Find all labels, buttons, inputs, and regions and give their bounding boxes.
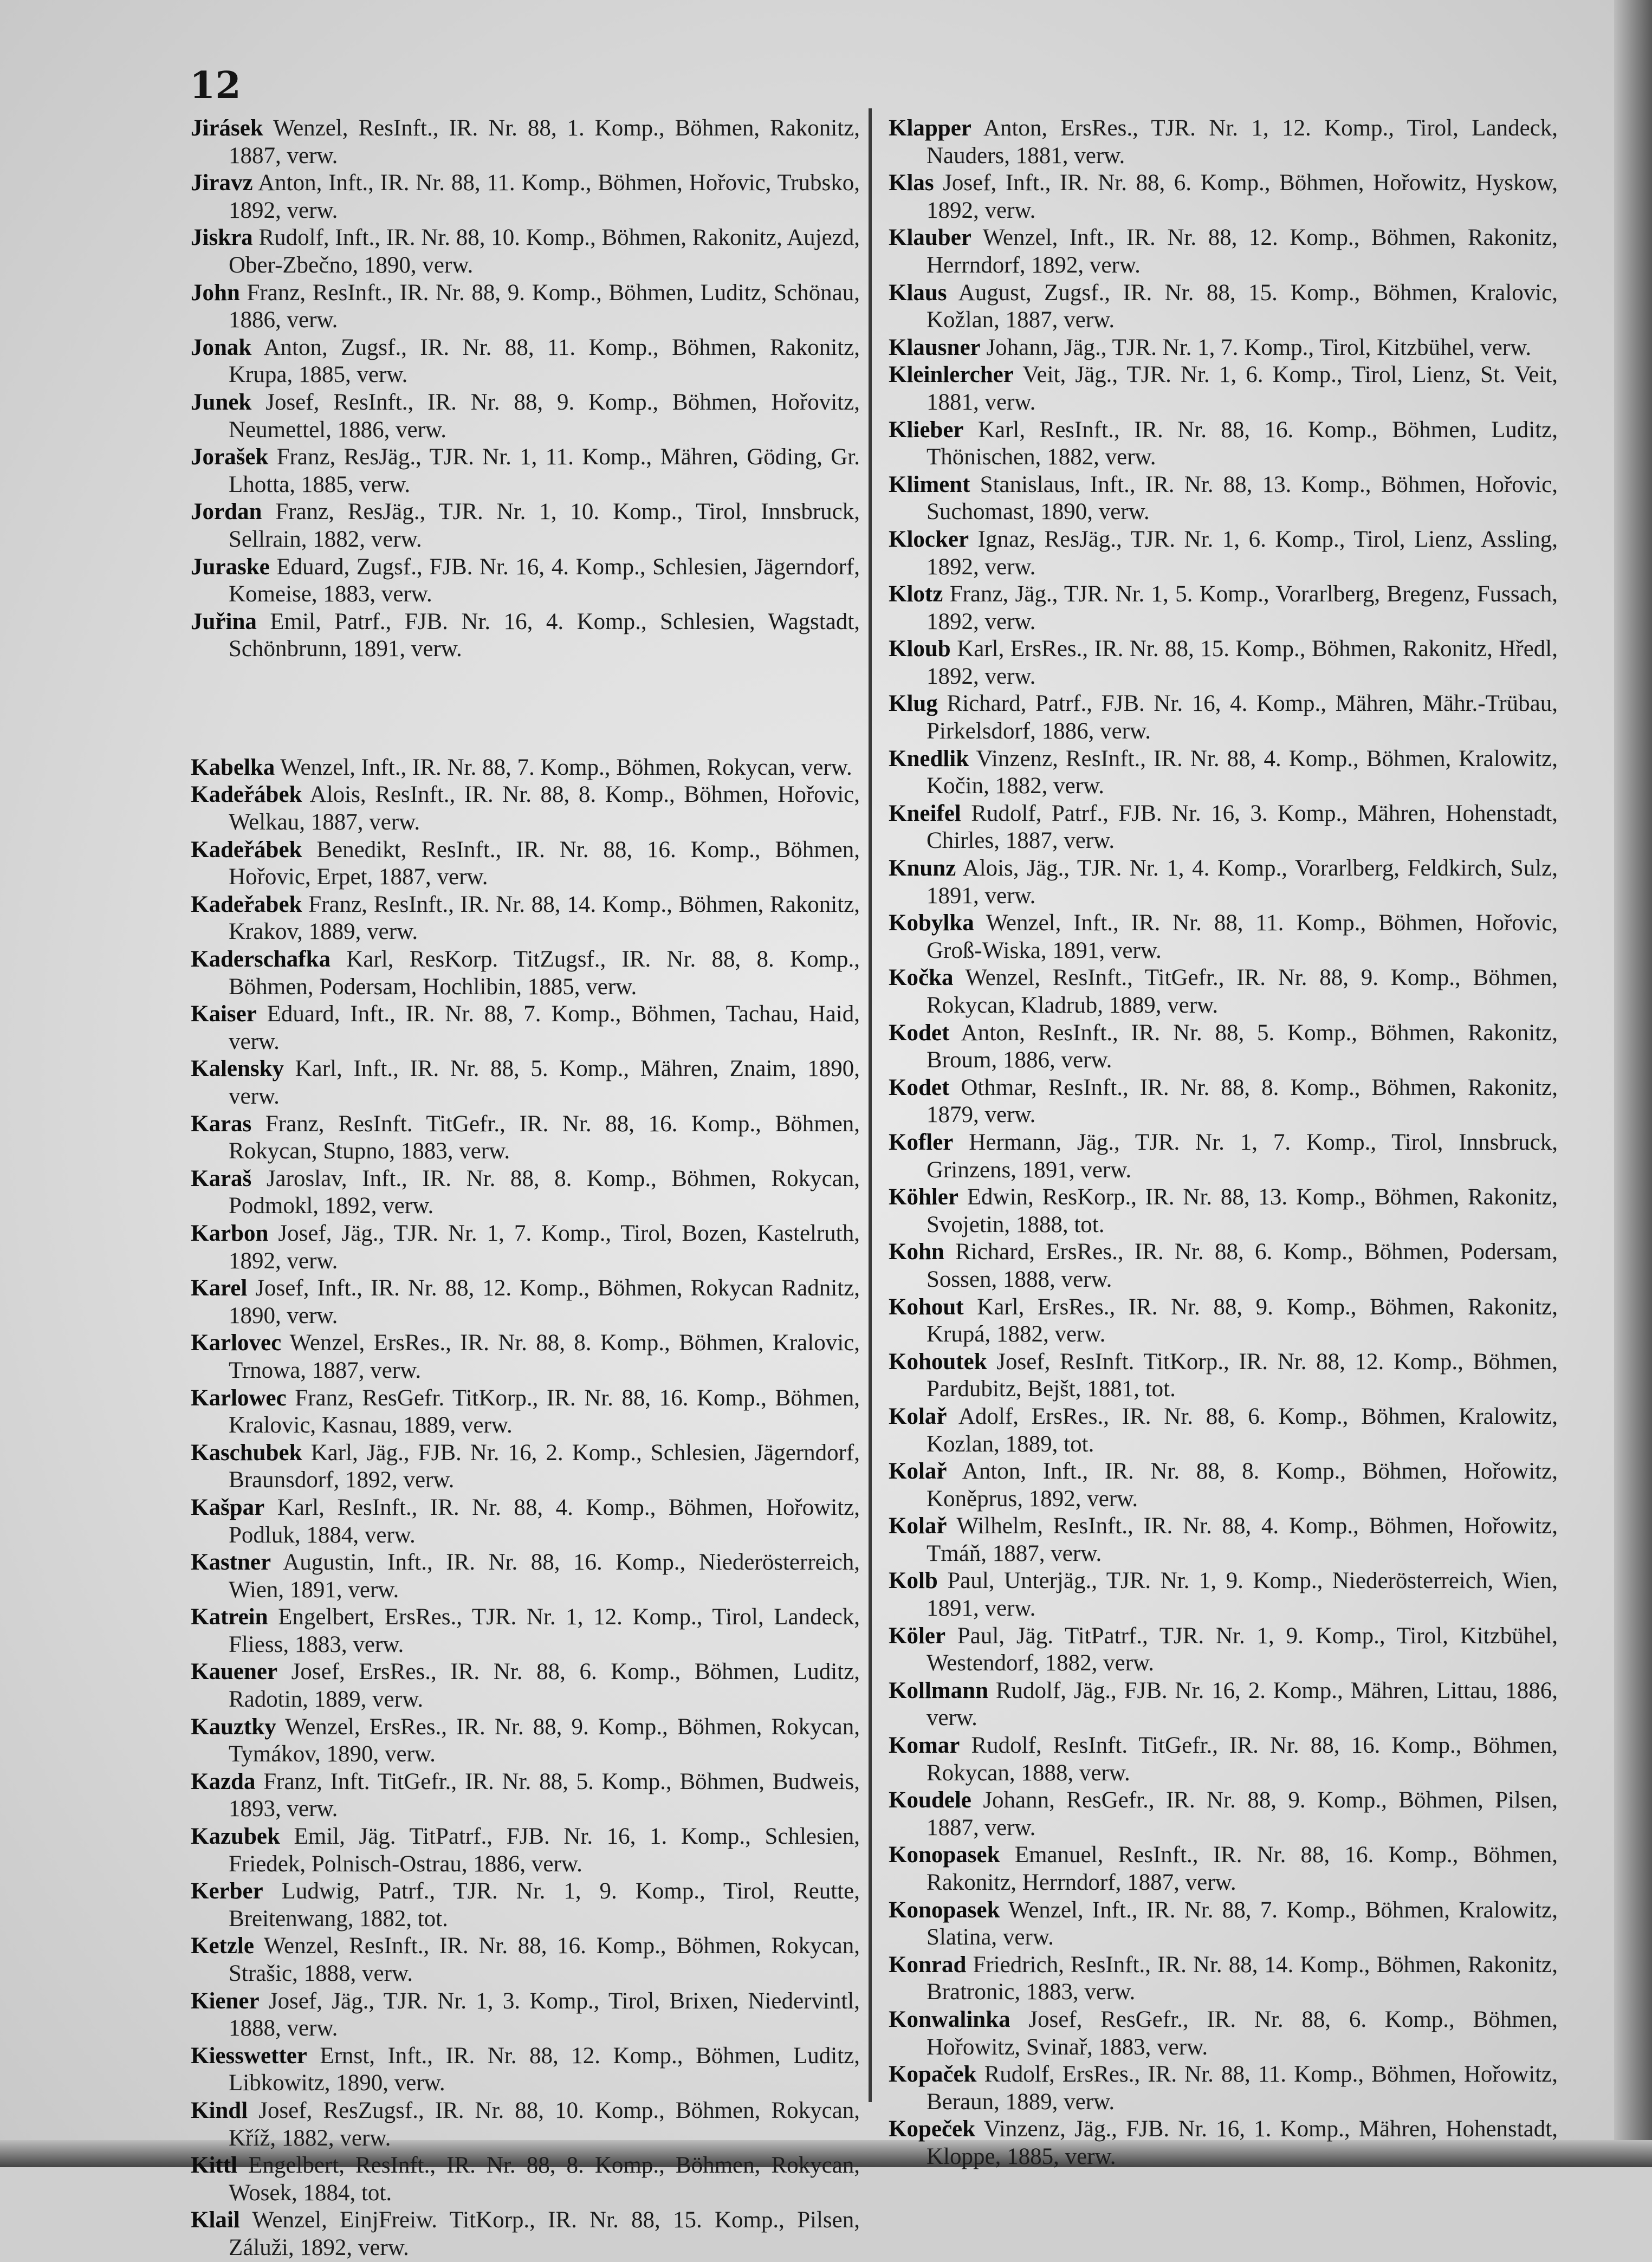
register-entry (889, 526, 1558, 581)
register-entry (889, 1623, 1558, 1677)
entry-surname: Köhler (889, 1184, 958, 1210)
entry-surname: Juřina (191, 608, 257, 634)
entry-details: Othmar, ResInft., IR. Nr. 88, 8. Komp., Böhmen, Rakonitz, 1879, verw. (927, 1074, 1558, 1128)
entry-details: Vinzenz, Jäg., FJB. Nr. 16, 1. Komp., Mähren, Hohenstadt, Kloppe, 1885, verw. (927, 2116, 1558, 2169)
entry-details: Ignaz, ResJäg., TJR. Nr. 1, 6. Komp., Tirol, Lienz, Assling, 1892, verw. (927, 526, 1558, 580)
register-entry (191, 1001, 860, 1055)
entry-details: Ernst, Inft., IR. Nr. 88, 12. Komp., Böhmen, Luditz, Libkowitz, 1890, verw. (229, 2043, 860, 2096)
entry-group-j (191, 115, 860, 663)
entry-surname: Junek (191, 389, 252, 415)
entry-details: Emil, Jäg. TitPatrf., FJB. Nr. 16, 1. Komp., Schlesien, Friedek, Polnisch-Ostrau, 1886, verw. (229, 1824, 860, 1877)
entry-details: Josef, Inft., IR. Nr. 88, 6. Komp., Böhmen, Hořowitz, Hyskow, 1892, verw. (927, 170, 1558, 223)
entry-surname: Kadeřábek (191, 782, 302, 808)
register-entry (191, 170, 860, 224)
entry-details: Karl, Inft., IR. Nr. 88, 5. Komp., Mähren, Znaim, 1890, verw. (229, 1056, 860, 1109)
entry-surname: Jirásek (191, 115, 263, 141)
register-entry (191, 1055, 860, 1110)
entry-surname: Kohout (889, 1294, 964, 1320)
register-entry (191, 946, 860, 1001)
entry-surname: Kastner (191, 1550, 271, 1576)
entry-details: Josef, Jäg., TJR. Nr. 1, 3. Komp., Tirol, Brixen, Niedervintl, 1888, verw. (229, 1988, 860, 2041)
register-entry (889, 1567, 1558, 1622)
register-entry (889, 581, 1558, 636)
entry-surname: Konwalinka (889, 2006, 1010, 2032)
register-entry (191, 389, 860, 444)
register-entry (191, 280, 860, 334)
entry-details: Rudolf, ErsRes., IR. Nr. 88, 11. Komp., Böhmen, Hořowitz, Beraun, 1889, verw. (927, 2062, 1558, 2115)
entry-surname: Kalensky (191, 1056, 284, 1082)
entry-details: Franz, ResJäg., TJR. Nr. 1, 10. Komp., Tirol, Innsbruck, Sellrain, 1882, verw. (229, 499, 860, 552)
entry-details: Wenzel, ResInft., TitGefr., IR. Nr. 88, 9. Komp., Böhmen, Rokycan, Kladrub, 1889, verw. (927, 965, 1558, 1018)
entry-surname: Komar (889, 1733, 960, 1759)
register-entry (191, 1275, 860, 1330)
register-entry (191, 224, 860, 279)
entry-surname: Köler (889, 1623, 946, 1649)
entry-surname: Kofler (889, 1129, 954, 1155)
entry-details: Richard, Patrf., FJB. Nr. 16, 4. Komp., Mähren, Mähr.-Trübau, Pirkelsdorf, 1886, verw. (927, 691, 1558, 744)
entry-details: Johann, ResGefr., IR. Nr. 88, 9. Komp., Böhmen, Pilsen, 1887, verw. (927, 1787, 1558, 1840)
register-entry (889, 224, 1558, 279)
entry-details: Josef, Jäg., TJR. Nr. 1, 7. Komp., Tirol, Bozen, Kastelruth, 1892, verw. (229, 1220, 860, 1274)
entry-surname: Kodet (889, 1074, 950, 1100)
entry-surname: Kaschubek (191, 1440, 302, 1466)
register-entry (889, 1897, 1558, 1952)
entry-details: Josef, ResInft., IR. Nr. 88, 9. Komp., Böhmen, Hořovitz, Neumettel, 1886, verw. (229, 389, 860, 443)
entry-details: Josef, ResInft. TitKorp., IR. Nr. 88, 12. Komp., Böhmen, Pardubitz, Bejšt, 1881, tot. (927, 1349, 1558, 1402)
entry-details: Karl, ResInft., IR. Nr. 88, 4. Komp., Böhmen, Hořowitz, Podluk, 1884, verw. (229, 1494, 860, 1548)
entry-surname: Klaus (889, 280, 947, 306)
entry-surname: Kneifel (889, 800, 961, 826)
register-entry (191, 1165, 860, 1220)
register-entry (191, 1714, 860, 1768)
register-entry (191, 115, 860, 170)
entry-details: Stanislaus, Inft., IR. Nr. 88, 13. Komp., Böhmen, Hořovic, Suchomast, 1890, verw. (927, 471, 1558, 525)
entry-details: Franz, ResInft., IR. Nr. 88, 9. Komp., Böhmen, Luditz, Schönau, 1886, verw. (229, 280, 860, 333)
entry-details: Wenzel, Inft., IR. Nr. 88, 12. Komp., Böhmen, Rakonitz, Herrndorf, 1892, verw. (927, 225, 1558, 278)
register-entry (191, 1658, 860, 1713)
register-entry (889, 334, 1558, 362)
entry-surname: Kadeřábek (191, 837, 302, 863)
entry-surname: Klail (191, 2207, 240, 2233)
register-entry (191, 1549, 860, 1604)
entry-group-k-continued (889, 115, 1558, 2171)
entry-surname: Kobylka (889, 910, 974, 936)
entry-details: Wenzel, ErsRes., IR. Nr. 88, 8. Komp., Böhmen, Kralovic, Trnowa, 1887, verw. (229, 1330, 860, 1383)
entry-surname: Kollmann (889, 1677, 988, 1703)
entry-details: Vinzenz, ResInft., IR. Nr. 88, 4. Komp., Böhmen, Kralowitz, Kočin, 1882, verw. (927, 746, 1558, 799)
register-entry (191, 891, 860, 946)
entry-surname: Kiesswetter (191, 2043, 307, 2069)
register-entry (889, 1294, 1558, 1349)
entry-surname: Kloub (889, 636, 951, 662)
register-entry (889, 746, 1558, 800)
entry-details: Rudolf, ResInft. TitGefr., IR. Nr. 88, 16. Komp., Böhmen, Rokycan, 1888, verw. (927, 1733, 1558, 1786)
register-entry (889, 417, 1558, 471)
entry-surname: Jiravz (191, 170, 253, 196)
entry-details: Wenzel, Inft., IR. Nr. 88, 7. Komp., Böhmen, Rokycan, verw. (280, 754, 852, 780)
entry-surname: Kindl (191, 2097, 248, 2123)
register-entry (191, 1440, 860, 1494)
register-entry (889, 1349, 1558, 1403)
entry-details: Paul, Jäg. TitPatrf., TJR. Nr. 1, 9. Komp., Tirol, Kitzbühel, Westendorf, 1882, verw. (927, 1623, 1558, 1676)
entry-details: Wenzel, ResInft., IR. Nr. 88, 1. Komp., Böhmen, Rakonitz, 1887, verw. (229, 115, 860, 168)
register-entry (191, 2097, 860, 2152)
entry-surname: Karel (191, 1275, 248, 1301)
register-entry (889, 1677, 1558, 1732)
entry-surname: Kaderschafka (191, 947, 331, 973)
register-entry (889, 800, 1558, 855)
entry-surname: Karlowec (191, 1385, 287, 1411)
entry-surname: Kaiser (191, 1001, 257, 1027)
entry-details: Anton, Zugsf., IR. Nr. 88, 11. Komp., Böhmen, Rakonitz, Krupa, 1885, verw. (229, 334, 860, 388)
entry-details: Rudolf, Patrf., FJB. Nr. 16, 3. Komp., Mähren, Hohenstadt, Chirles, 1887, verw. (927, 800, 1558, 854)
entry-surname: Klug (889, 691, 938, 717)
entry-surname: Kabelka (191, 754, 275, 780)
register-entry (889, 361, 1558, 416)
entry-details: Wenzel, Inft., IR. Nr. 88, 11. Komp., Böhmen, Hořovic, Groß-Wiska, 1891, verw. (927, 910, 1558, 963)
entry-details: Engelbert, ErsRes., TJR. Nr. 1, 12. Komp., Tirol, Landeck, Fliess, 1883, verw. (229, 1604, 860, 1657)
entry-surname: Ketzle (191, 1933, 254, 1959)
entry-details: Eduard, Zugsf., FJB. Nr. 16, 4. Komp., Schlesien, Jägerndorf, Komeise, 1883, verw. (229, 554, 860, 607)
entry-surname: Knedlik (889, 746, 969, 772)
register-entry (889, 1458, 1558, 1513)
entry-surname: Kliment (889, 471, 970, 497)
entry-surname: Juraske (191, 554, 270, 580)
entry-surname: Kopeček (889, 2116, 976, 2142)
entry-surname: Kittl (191, 2153, 237, 2179)
section-gap (191, 663, 860, 754)
entry-details: Jaroslav, Inft., IR. Nr. 88, 8. Komp., Böhmen, Rokycan, Podmokl, 1892, verw. (229, 1165, 860, 1219)
register-entry (889, 1239, 1558, 1293)
entry-surname: Kodet (889, 1020, 950, 1046)
entry-details: Josef, ResGefr., IR. Nr. 88, 6. Komp., Böhmen, Hořowitz, Svinař, 1883, verw. (927, 2006, 1558, 2060)
entry-surname: Klapper (889, 115, 971, 141)
register-entry (191, 1220, 860, 1275)
entry-details: Wenzel, ErsRes., IR. Nr. 88, 9. Komp., Böhmen, Rokycan, Tymákov, 1890, verw. (229, 1714, 860, 1767)
entry-surname: Kašpar (191, 1494, 265, 1520)
entry-surname: Kiener (191, 1988, 260, 2014)
entry-surname: Karlovec (191, 1330, 282, 1356)
entry-surname: Kadeřabek (191, 891, 302, 917)
entry-details: Emanuel, ResInft., IR. Nr. 88, 16. Komp., Böhmen, Rakonitz, Herrndorf, 1887, verw. (927, 1842, 1558, 1895)
entry-details: Karl, ErsRes., IR. Nr. 88, 9. Komp., Böhmen, Rakonitz, Krupá, 1882, verw. (927, 1294, 1558, 1347)
entry-surname: Kohn (889, 1239, 944, 1265)
column-divider (869, 108, 872, 2102)
register-entry (191, 1933, 860, 1987)
entry-details: Ludwig, Patrf., TJR. Nr. 1, 9. Komp., Tirol, Reutte, Breitenwang, 1882, tot. (229, 1878, 860, 1932)
register-entry (889, 1732, 1558, 1787)
entry-surname: Karaš (191, 1165, 252, 1191)
register-entry (191, 334, 860, 389)
register-entry (191, 1878, 860, 1933)
register-entry (889, 2006, 1558, 2061)
entry-details: Karl, ResKorp. TitZugsf., IR. Nr. 88, 8. Komp., Böhmen, Podersam, Hochlibin, 1885, verw. (229, 947, 860, 1000)
entry-surname: Kerber (191, 1878, 263, 1904)
entry-surname: Jiskra (191, 225, 253, 251)
entry-details: Karl, ResInft., IR. Nr. 88, 16. Komp., Böhmen, Luditz, Thönischen, 1882, verw. (927, 417, 1558, 470)
entry-details: Franz, ResJäg., TJR. Nr. 1, 11. Komp., Mähren, Göding, Gr. Lhotta, 1885, verw. (229, 444, 860, 497)
register-entry (889, 280, 1558, 334)
entry-details: Veit, Jäg., TJR. Nr. 1, 6. Komp., Tirol, Lienz, St. Veit, 1881, verw. (927, 362, 1558, 415)
entry-details: Benedikt, ResInft., IR. Nr. 88, 16. Komp., Böhmen, Hořovic, Erpet, 1887, verw. (229, 837, 860, 890)
register-entry (191, 754, 860, 782)
entry-details: Rudolf, Jäg., FJB. Nr. 16, 2. Komp., Mähren, Littau, 1886, verw. (927, 1677, 1558, 1731)
entry-details: Anton, Inft., IR. Nr. 88, 11. Komp., Böhmen, Hořovic, Trubsko, 1892, verw. (229, 170, 860, 223)
register-entry (889, 1952, 1558, 2006)
entry-surname: Kolb (889, 1568, 938, 1594)
entry-surname: Jorašek (191, 444, 269, 470)
entry-surname: Kohoutek (889, 1349, 987, 1375)
register-entry (191, 2152, 860, 2207)
register-entry (889, 1184, 1558, 1239)
entry-surname: Kazubek (191, 1824, 280, 1850)
register-entry (889, 115, 1558, 170)
entry-details: Wilhelm, ResInft., IR. Nr. 88, 4. Komp., Böhmen, Hořowitz, Tmáň, 1887, verw. (927, 1513, 1558, 1566)
register-entry (191, 1604, 860, 1658)
entry-surname: Konopasek (889, 1897, 1000, 1923)
entry-details: Franz, Jäg., TJR. Nr. 1, 5. Komp., Vorarlberg, Bregenz, Fussach, 1892, verw. (927, 581, 1558, 634)
register-entry (191, 1385, 860, 1440)
register-entry (889, 2116, 1558, 2170)
entry-surname: Kolař (889, 1513, 947, 1539)
register-entry (889, 1842, 1558, 1896)
page-edge-shadow (1614, 0, 1652, 2167)
entry-details: Franz, ResInft. TitGefr., IR. Nr. 88, 16. Komp., Böhmen, Rokycan, Stupno, 1883, verw. (229, 1111, 860, 1164)
entry-surname: Katrein (191, 1604, 268, 1630)
register-entry (889, 636, 1558, 690)
entry-details: Karl, ErsRes., IR. Nr. 88, 15. Komp., Böhmen, Rakonitz, Hředl, 1892, verw. (927, 636, 1558, 689)
entry-surname: Klocker (889, 526, 969, 552)
entry-details: Wenzel, EinjFreiw. TitKorp., IR. Nr. 88, 15. Komp., Pilsen, Záluži, 1892, verw. (229, 2207, 860, 2260)
register-entry (191, 498, 860, 553)
register-entry (889, 1129, 1558, 1184)
entry-details: Karl, Jäg., FJB. Nr. 16, 2. Komp., Schlesien, Jägerndorf, Braunsdorf, 1892, verw. (229, 1440, 860, 1493)
entry-details: Eduard, Inft., IR. Nr. 88, 7. Komp., Böhmen, Tachau, Haid, verw. (229, 1001, 860, 1054)
entry-surname: Kopaček (889, 2062, 977, 2088)
entry-surname: Kleinlercher (889, 362, 1014, 388)
entry-details: Josef, ResZugsf., IR. Nr. 88, 10. Komp., Böhmen, Rokycan, Kříž, 1882, verw. (229, 2097, 860, 2151)
entry-details: Alois, ResInft., IR. Nr. 88, 8. Komp., Böhmen, Hořovic, Welkau, 1887, verw. (229, 782, 860, 835)
register-entry (889, 964, 1558, 1019)
entry-surname: Klausner (889, 334, 981, 360)
entry-surname: Jordan (191, 499, 262, 525)
register-entry (191, 1494, 860, 1549)
entry-surname: Kazda (191, 1768, 256, 1794)
register-entry (191, 1330, 860, 1384)
register-entry (889, 1074, 1558, 1129)
entry-details: Richard, ErsRes., IR. Nr. 88, 6. Komp., Böhmen, Podersam, Sossen, 1888, verw. (927, 1239, 1558, 1292)
register-entry (889, 1403, 1558, 1458)
entry-surname: Knunz (889, 855, 956, 882)
register-entry (889, 690, 1558, 745)
entry-surname: Klotz (889, 581, 943, 607)
entry-details: Adolf, ErsRes., IR. Nr. 88, 6. Komp., Böhmen, Kralowitz, Kozlan, 1889, tot. (927, 1403, 1558, 1457)
entry-details: Franz, Inft. TitGefr., IR. Nr. 88, 5. Komp., Böhmen, Budweis, 1893, verw. (229, 1768, 860, 1822)
register-entry (889, 910, 1558, 964)
entry-details: Hermann, Jäg., TJR. Nr. 1, 7. Komp., Tirol, Innsbruck, Grinzens, 1891, verw. (927, 1129, 1558, 1183)
entry-details: Augustin, Inft., IR. Nr. 88, 16. Komp., Niederösterreich, Wien, 1891, verw. (229, 1550, 860, 1603)
entry-surname: Klieber (889, 417, 964, 443)
register-entry (191, 1768, 860, 1823)
entry-surname: Koudele (889, 1787, 971, 1813)
entry-surname: John (191, 280, 240, 306)
entry-details: Franz, ResGefr. TitKorp., IR. Nr. 88, 16. Komp., Böhmen, Kralovic, Kasnau, 1889, verw. (229, 1385, 860, 1438)
page-number: 12 (190, 64, 241, 107)
left-column (191, 115, 860, 2262)
entry-surname: Konopasek (889, 1842, 1000, 1868)
register-entry (889, 471, 1558, 526)
entry-details: Anton, ResInft., IR. Nr. 88, 5. Komp., Böhmen, Rakonitz, Broum, 1886, verw. (927, 1020, 1558, 1073)
entry-details: Paul, Unterjäg., TJR. Nr. 1, 9. Komp., Niederösterreich, Wien, 1891, verw. (927, 1568, 1558, 1622)
entry-surname: Jonak (191, 334, 252, 360)
entry-details: Rudolf, Inft., IR. Nr. 88, 10. Komp., Böhmen, Rakonitz, Aujezd, Ober-Zbečno, 1890, verw. (229, 225, 860, 278)
register-entry (191, 608, 860, 663)
register-entry (889, 855, 1558, 910)
entry-details: Emil, Patrf., FJB. Nr. 16, 4. Komp., Schlesien, Wagstadt, Schönbrunn, 1891, verw. (229, 608, 860, 662)
register-entry (191, 2043, 860, 2097)
register-entry (191, 781, 860, 836)
entry-details: Anton, Inft., IR. Nr. 88, 8. Komp., Böhmen, Hořowitz, Koněprus, 1892, verw. (927, 1459, 1558, 1512)
entry-details: Josef, ErsRes., IR. Nr. 88, 6. Komp., Böhmen, Luditz, Radotin, 1889, verw. (229, 1659, 860, 1713)
register-entry (889, 2061, 1558, 2116)
entry-details: Engelbert, ResInft., IR. Nr. 88, 8. Komp., Böhmen, Rokycan, Wosek, 1884, tot. (229, 2153, 860, 2206)
register-entry (191, 554, 860, 608)
register-entry (191, 837, 860, 891)
entry-details: Wenzel, Inft., IR. Nr. 88, 7. Komp., Böhmen, Kralowitz, Slatina, verw. (927, 1897, 1558, 1950)
entry-details: August, Zugsf., IR. Nr. 88, 15. Komp., Böhmen, Kralovic, Kožlan, 1887, verw. (927, 280, 1558, 333)
entry-surname: Kolař (889, 1459, 947, 1485)
register-entry (191, 1111, 860, 1165)
entry-details: Anton, ErsRes., TJR. Nr. 1, 12. Komp., Tirol, Landeck, Nauders, 1881, verw. (927, 115, 1558, 168)
entry-surname: Kočka (889, 965, 954, 991)
entry-surname: Klauber (889, 225, 971, 251)
register-entry (191, 1823, 860, 1878)
register-entry (889, 1513, 1558, 1567)
entry-surname: Karbon (191, 1220, 269, 1246)
register-entry (889, 1020, 1558, 1074)
entry-details: Friedrich, ResInft., IR. Nr. 88, 14. Komp., Böhmen, Rakonitz, Bratronic, 1883, verw. (927, 1952, 1558, 2005)
register-entry (191, 1988, 860, 2043)
entry-surname: Konrad (889, 1952, 967, 1978)
register-entry (191, 2207, 860, 2261)
register-entry (889, 1787, 1558, 1842)
right-column (889, 115, 1558, 2171)
register-entry (191, 444, 860, 498)
entry-details: Edwin, ResKorp., IR. Nr. 88, 13. Komp., Böhmen, Rakonitz, Svojetin, 1888, tot. (927, 1184, 1558, 1237)
entry-details: Franz, ResInft., IR. Nr. 88, 14. Komp., Böhmen, Rakonitz, Krakov, 1889, verw. (229, 891, 860, 945)
entry-surname: Kauztky (191, 1714, 276, 1740)
entry-details: Josef, Inft., IR. Nr. 88, 12. Komp., Böhmen, Rokycan Radnitz, 1890, verw. (229, 1275, 860, 1328)
entry-group-k (191, 754, 860, 2262)
entry-surname: Klas (889, 170, 934, 196)
entry-surname: Kauener (191, 1659, 278, 1685)
entry-details: Alois, Jäg., TJR. Nr. 1, 4. Komp., Vorarlberg, Feldkirch, Sulz, 1891, verw. (927, 855, 1558, 909)
entry-details: Wenzel, ResInft., IR. Nr. 88, 16. Komp., Böhmen, Rokycan, Strašic, 1888, verw. (229, 1933, 860, 1986)
entry-surname: Kolař (889, 1403, 947, 1429)
register-entry (889, 170, 1558, 224)
entry-surname: Karas (191, 1111, 252, 1137)
entry-details: Johann, Jäg., TJR. Nr. 1, 7. Komp., Tirol, Kitzbühel, verw. (986, 334, 1532, 360)
